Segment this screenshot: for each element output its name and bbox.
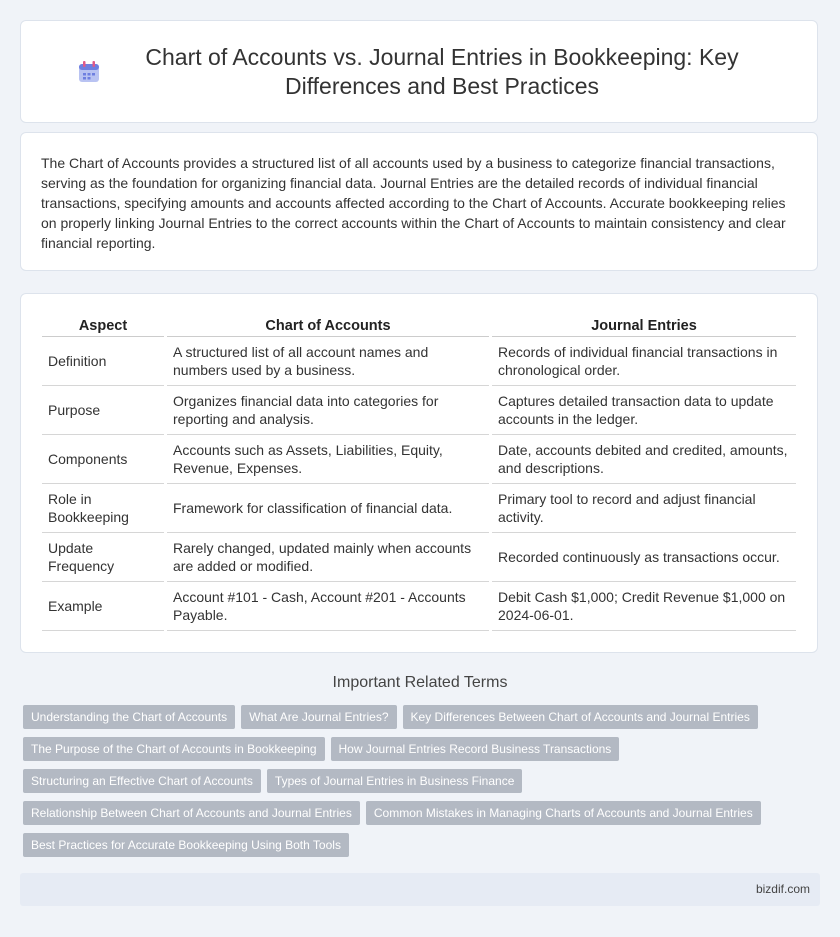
comparison-table — [39, 314, 799, 631]
related-terms-title: Important Related Terms — [332, 674, 508, 691]
related-term-tag[interactable]: The Purpose of the Chart of Accounts in Bookkeeping — [23, 737, 325, 761]
comparison-table-card — [20, 293, 818, 653]
row-journal-entries: Debit Cash $1,000; Credit Revenue $1,000 on 2024-06-01. — [492, 582, 796, 631]
related-term-tag[interactable]: Understanding the Chart of Accounts — [23, 705, 235, 729]
table-row — [42, 337, 796, 386]
intro-card — [20, 132, 818, 271]
related-term-tag[interactable]: How Journal Entries Record Business Transactions — [331, 737, 620, 761]
row-aspect: Definition — [42, 337, 164, 386]
table-row — [42, 386, 796, 435]
row-chart-of-accounts: Account #101 - Cash, Account #201 - Accounts Payable. — [167, 582, 489, 631]
row-journal-entries: Date, accounts debited and credited, amounts, and descriptions. — [492, 435, 796, 484]
related-term-tag[interactable]: Types of Journal Entries in Business Finance — [267, 769, 522, 793]
related-term-tag[interactable]: Key Differences Between Chart of Accounts and Journal Entries — [403, 705, 758, 729]
header-aspect: Aspect — [42, 314, 164, 337]
table-row — [42, 484, 796, 533]
table-row — [42, 582, 796, 631]
row-aspect: Update Frequency — [42, 533, 164, 582]
row-journal-entries: Primary tool to record and adjust financial activity. — [492, 484, 796, 533]
row-chart-of-accounts: Organizes financial data into categories for reporting and analysis. — [167, 386, 489, 435]
intro-text: The Chart of Accounts provides a structured list of all accounts used by a business to categorize financial transactions, serving as the foundation for organizing financial data. Journal Entries are the detailed records of individual financial transactions, specifying amounts and accounts affected according to the Chart of Accounts. Accurate bookkeeping relies on properly linking Journal Entries to the correct accounts within the Chart of Accounts to maintain consistency and clear financial reporting. — [41, 155, 786, 251]
row-chart-of-accounts: Rarely changed, updated mainly when accounts are added or modified. — [167, 533, 489, 582]
row-journal-entries: Captures detailed transaction data to update accounts in the ledger. — [492, 386, 796, 435]
header-inner — [76, 43, 762, 101]
table-header-row — [42, 314, 796, 337]
row-chart-of-accounts: A structured list of all account names and numbers used by a business. — [167, 337, 489, 386]
header-journal-entries: Journal Entries — [492, 314, 796, 337]
table-row — [42, 533, 796, 582]
footer-brand[interactable]: bizdif.com — [755, 882, 810, 896]
row-aspect: Example — [42, 582, 164, 631]
calendar-icon — [76, 59, 102, 85]
header-chart-of-accounts: Chart of Accounts — [167, 314, 489, 337]
related-terms-tags — [23, 705, 823, 865]
related-term-tag[interactable]: Common Mistakes in Managing Charts of Accounts and Journal Entries — [366, 801, 761, 825]
row-aspect: Role in Bookkeeping — [42, 484, 164, 533]
row-aspect: Purpose — [42, 386, 164, 435]
related-term-tag[interactable]: Structuring an Effective Chart of Accounts — [23, 769, 261, 793]
row-chart-of-accounts: Framework for classification of financial data. — [167, 484, 489, 533]
header-card — [20, 20, 818, 123]
table-row — [42, 435, 796, 484]
row-aspect: Components — [42, 435, 164, 484]
related-term-tag[interactable]: What Are Journal Entries? — [241, 705, 396, 729]
footer — [20, 873, 820, 906]
related-term-tag[interactable]: Relationship Between Chart of Accounts and Journal Entries — [23, 801, 360, 825]
row-journal-entries: Recorded continuously as transactions occur. — [492, 533, 796, 582]
page-title: Chart of Accounts vs. Journal Entries in Bookkeeping: Key Differences and Best Practices — [145, 43, 739, 99]
row-chart-of-accounts: Accounts such as Assets, Liabilities, Equity, Revenue, Expenses. — [167, 435, 489, 484]
row-journal-entries: Records of individual financial transactions in chronological order. — [492, 337, 796, 386]
related-term-tag[interactable]: Best Practices for Accurate Bookkeeping Using Both Tools — [23, 833, 349, 857]
